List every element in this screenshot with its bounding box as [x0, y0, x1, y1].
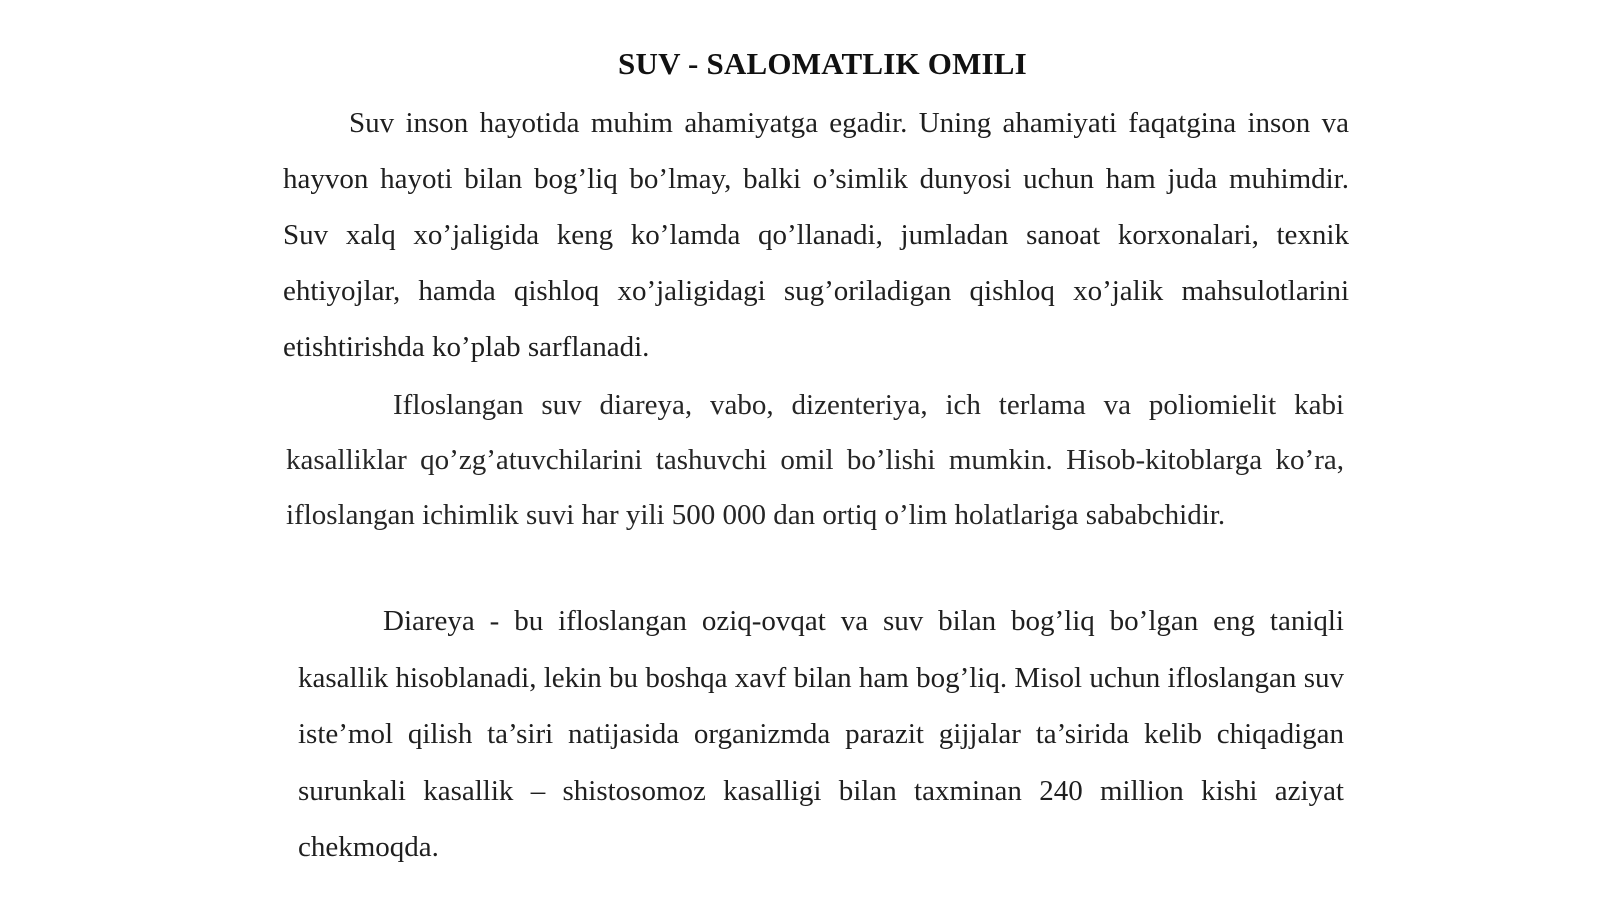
- paragraph-contaminated-water-diseases: Ifloslangan suv diareya, vabo, dizenteriya, ich terlama va poliomielit kabi kasalliklar qo’zg’atuvchilarini tashuvchi omil bo’lishi mumkin. Hisob-kitoblarga ko’ra, ifloslangan ichimlik suvi har yili 500 000 dan ortiq o’lim holatlariga sababchidir.: [286, 389, 1344, 531]
- document-title: SUV - SALOMATLIK OMILI: [618, 46, 1027, 81]
- paragraph-diarrhea-schistosomiasis: Diareya - bu ifloslangan oziq-ovqat va suv bilan bog’liq bo’lgan eng taniqli kasallik hisoblanadi, lekin bu boshqa xavf bilan ham bog’liq. Misol uchun ifloslangan suv iste’mol qilish ta’siri natijasida organizmda parazit gijjalar ta’sirida kelib chiqadigan surunkali kasallik – shistosomoz kasalligi bilan taxminan 240 million kishi aziyat chekmoqda.: [298, 605, 1344, 863]
- paragraph-water-importance: Suv inson hayotida muhim ahamiyatga egadir. Uning ahamiyati faqatgina inson va hayvon hayoti bilan bog’liq bo’lmay, balki o’simlik dunyosi uchun ham juda muhimdir. Suv xalq xo’jaligida keng ko’lamda qo’llanadi, jumladan sanoat korxonalari, texnik ehtiyojlar, hamda qishloq xo’jaligidagi sug’oriladigan qishloq xo’jalik mahsulotlarini etishtirishda ko’plab sarflanadi.: [283, 107, 1349, 363]
